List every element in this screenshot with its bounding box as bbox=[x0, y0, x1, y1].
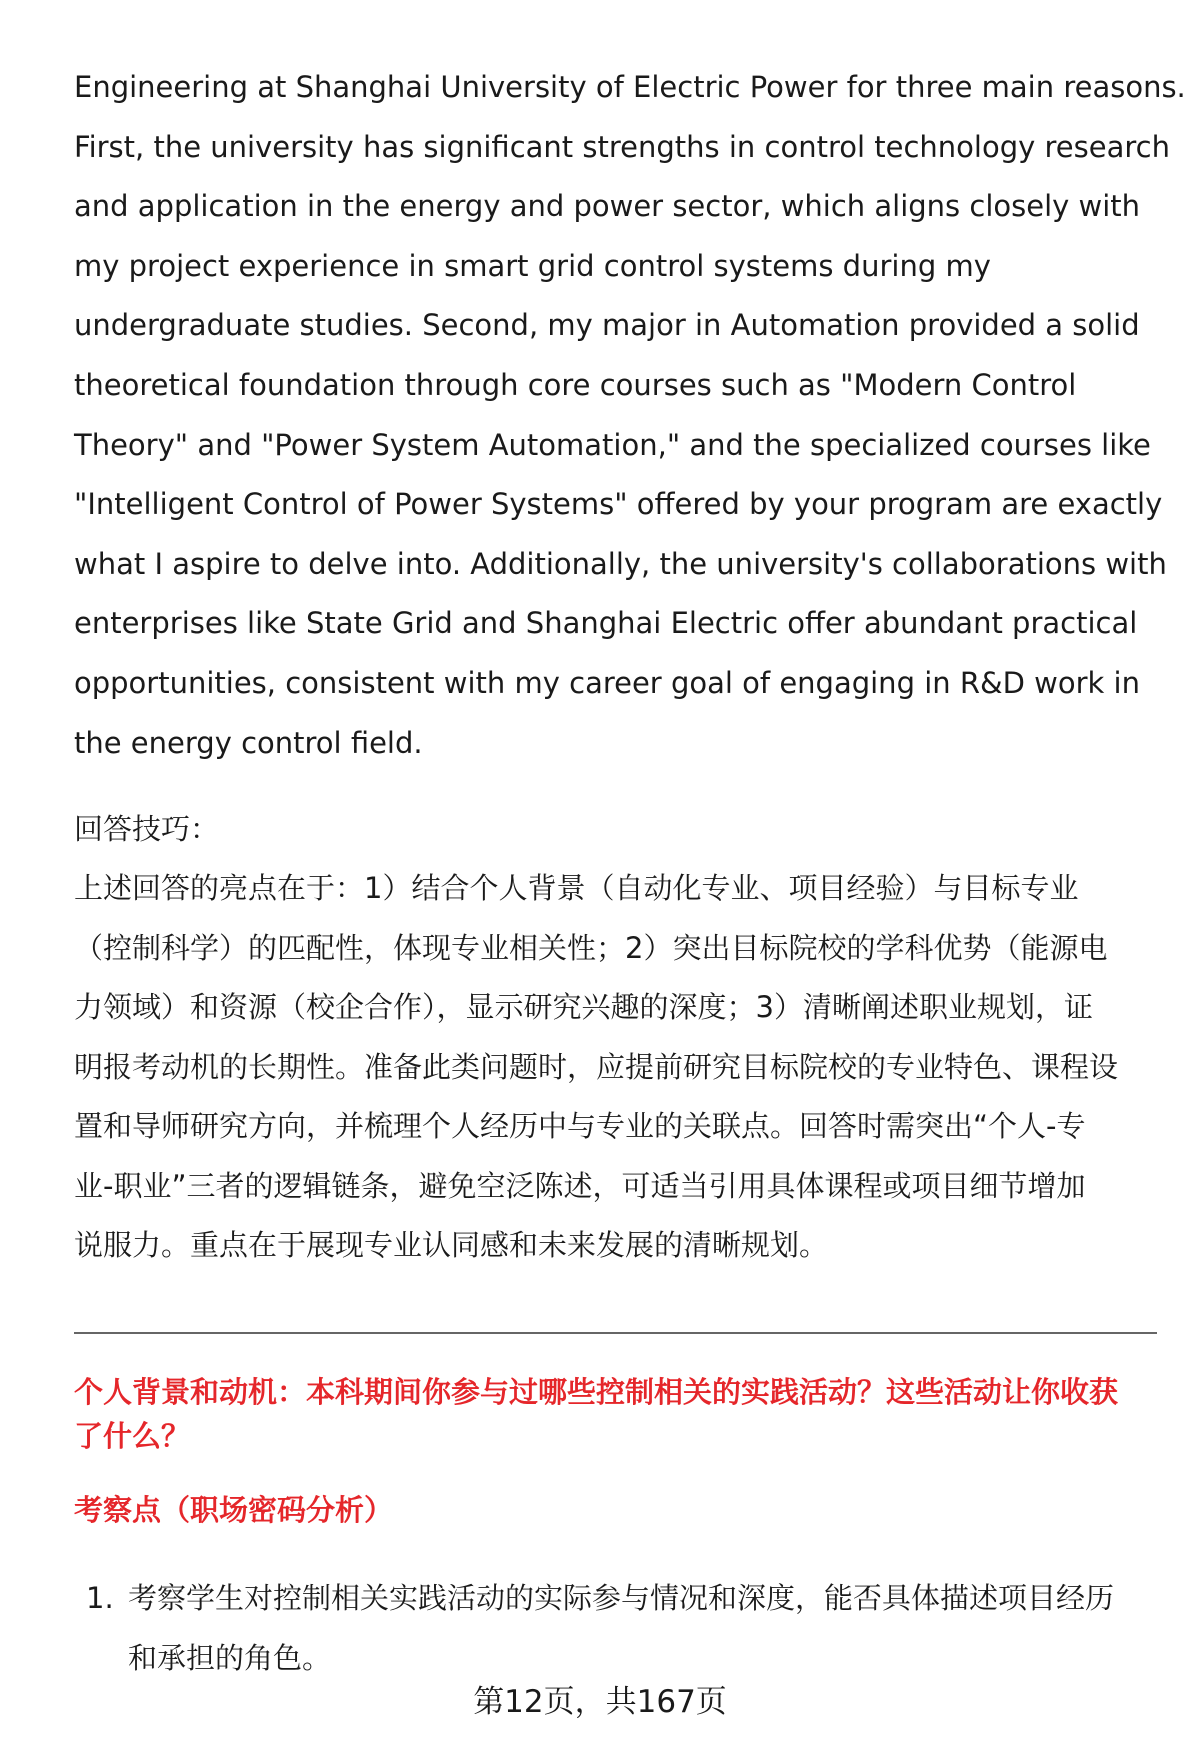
answer-line: undergraduate studies. Second, my major in Automation provided a solid bbox=[74, 308, 1140, 343]
section-title: 考察点（职场密码分析） bbox=[74, 1492, 394, 1527]
answer-line: Theory" and "Power System Automation," and the specialized courses like bbox=[74, 427, 1151, 462]
section-divider bbox=[74, 1332, 1157, 1334]
answer-line: my project experience in smart grid control systems during my bbox=[74, 248, 991, 283]
answer-line: what I aspire to delve into. Additionally, the university's collaborations with bbox=[74, 546, 1167, 581]
tips-line: 业-职业”三者的逻辑链条，避免空泛陈述，可适当引用具体课程或项目细节增加 bbox=[74, 1168, 1086, 1203]
answer-line: Engineering at Shanghai University of Electric Power for three main reasons. bbox=[74, 70, 1186, 104]
answer-line: "Intelligent Control of Power Systems" offered by your program are exactly bbox=[74, 487, 1163, 522]
answer-line: opportunities, consistent with my career goal of engaging in R&D work in bbox=[74, 665, 1140, 700]
page-number-footer: 第12页，共167页 bbox=[473, 1684, 727, 1720]
tips-line: 置和导师研究方向，并梳理个人经历中与专业的关联点。回答时需突出“个人-专 bbox=[74, 1109, 1086, 1144]
tips-line: 明报考动机的长期性。准备此类问题时，应提前研究目标院校的专业特色、课程设 bbox=[74, 1049, 1119, 1084]
tips-line: 力领域）和资源（校企合作），显示研究兴趣的深度；3）清晰阐述职业规划，证 bbox=[74, 990, 1093, 1025]
list-item-line: 考察学生对控制相关实践活动的实际参与情况和深度，能否具体描述项目经历 bbox=[128, 1580, 1115, 1615]
answer-line: the energy control field. bbox=[74, 725, 423, 760]
answer-line: enterprises like State Grid and Shanghai Electric offer abundant practical bbox=[74, 606, 1138, 641]
tips-line: 说服力。重点在于展现专业认同感和未来发展的清晰规划。 bbox=[74, 1228, 829, 1263]
tips-title: 回答技巧： bbox=[74, 812, 220, 847]
question-line: 了什么？ bbox=[74, 1418, 191, 1453]
question-line: 个人背景和动机：本科期间你参与过哪些控制相关的实践活动？这些活动让你收获 bbox=[74, 1374, 1119, 1409]
page-content bbox=[74, 58, 1186, 1688]
tips-paragraph bbox=[74, 859, 1160, 1276]
list-item-number: 1. bbox=[86, 1580, 114, 1615]
answer-line: and application in the energy and power sector, which aligns closely with bbox=[74, 189, 1141, 224]
answer-line: theoretical foundation through core courses such as "Modern Control bbox=[74, 367, 1077, 402]
list-item bbox=[74, 1568, 1160, 1688]
tips-line: 上述回答的亮点在于：1）结合个人背景（自动化专业、项目经验）与目标专业 bbox=[74, 871, 1079, 906]
tips-line: （控制科学）的匹配性，体现专业相关性；2）突出目标院校的学科优势（能源电 bbox=[74, 930, 1108, 965]
assessment-list bbox=[74, 1568, 1160, 1688]
english-answer-paragraph bbox=[74, 58, 1186, 773]
question-heading bbox=[74, 1370, 1160, 1458]
answer-line: First, the university has significant strengths in control technology research bbox=[74, 129, 1170, 164]
list-item-line: 和承担的角色。 bbox=[128, 1640, 332, 1675]
